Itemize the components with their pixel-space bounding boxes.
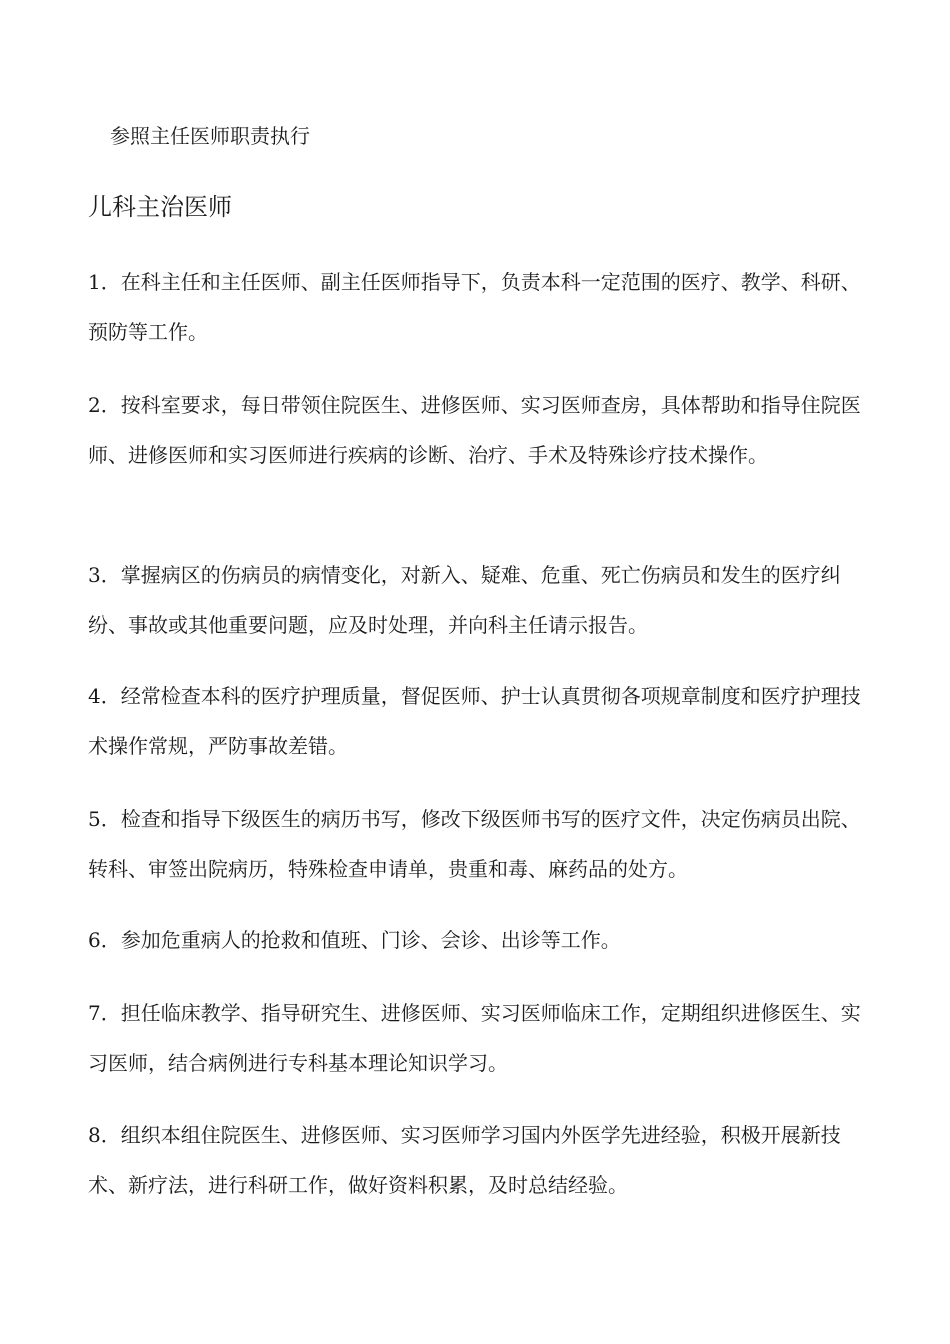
item-text: 检查和指导下级医生的病历书写，修改下级医师书写的医疗文件，决定伤病员出院、转科、审签出院病历，特殊检查申请单，贵重和毒、麻药品的处方。 bbox=[88, 807, 861, 881]
list-item bbox=[88, 1110, 868, 1210]
item-text: 在科主任和主任医师、副主任医师指导下，负责本科一定范围的医疗、教学、科研、预防等工作。 bbox=[88, 270, 861, 344]
item-number: 5． bbox=[88, 807, 121, 831]
item-number: 7． bbox=[88, 1001, 121, 1025]
item-number: 2． bbox=[88, 393, 121, 417]
intro-line: 参照主任医师职责执行 bbox=[110, 124, 310, 148]
item-number: 8． bbox=[88, 1123, 121, 1147]
list-item bbox=[88, 915, 868, 965]
list-item bbox=[88, 988, 868, 1088]
list-item bbox=[88, 671, 868, 771]
item-text: 按科室要求，每日带领住院医生、进修医师、实习医师查房，具体帮助和指导住院医师、进修医师和实习医师进行疾病的诊断、治疗、手术及特殊诊疗技术操作。 bbox=[88, 393, 861, 467]
item-text: 参加危重病人的抢救和值班、门诊、会诊、出诊等工作。 bbox=[120, 928, 621, 952]
item-number: 4． bbox=[88, 684, 121, 708]
section-heading: 儿科主治医师 bbox=[88, 193, 232, 221]
item-text: 掌握病区的伤病员的病情变化，对新入、疑难、危重、死亡伤病员和发生的医疗纠纷、事故或其他重要问题，应及时处理，并向科主任请示报告。 bbox=[88, 563, 841, 637]
list-item bbox=[88, 794, 868, 894]
list-item bbox=[88, 550, 868, 650]
item-text: 组织本组住院医生、进修医师、实习医师学习国内外医学先进经验，积极开展新技术、新疗法，进行科研工作，做好资料积累，及时总结经验。 bbox=[88, 1123, 841, 1197]
item-text: 担任临床教学、指导研究生、进修医师、实习医师临床工作，定期组织进修医生、实习医师，结合病例进行专科基本理论知识学习。 bbox=[88, 1001, 861, 1075]
item-text: 经常检查本科的医疗护理质量，督促医师、护士认真贯彻各项规章制度和医疗护理技术操作常规，严防事故差错。 bbox=[88, 684, 861, 758]
list-item bbox=[88, 380, 868, 480]
item-number: 1． bbox=[88, 270, 121, 294]
list-item bbox=[88, 257, 868, 357]
item-number: 3． bbox=[88, 563, 121, 587]
item-number: 6． bbox=[88, 928, 121, 952]
